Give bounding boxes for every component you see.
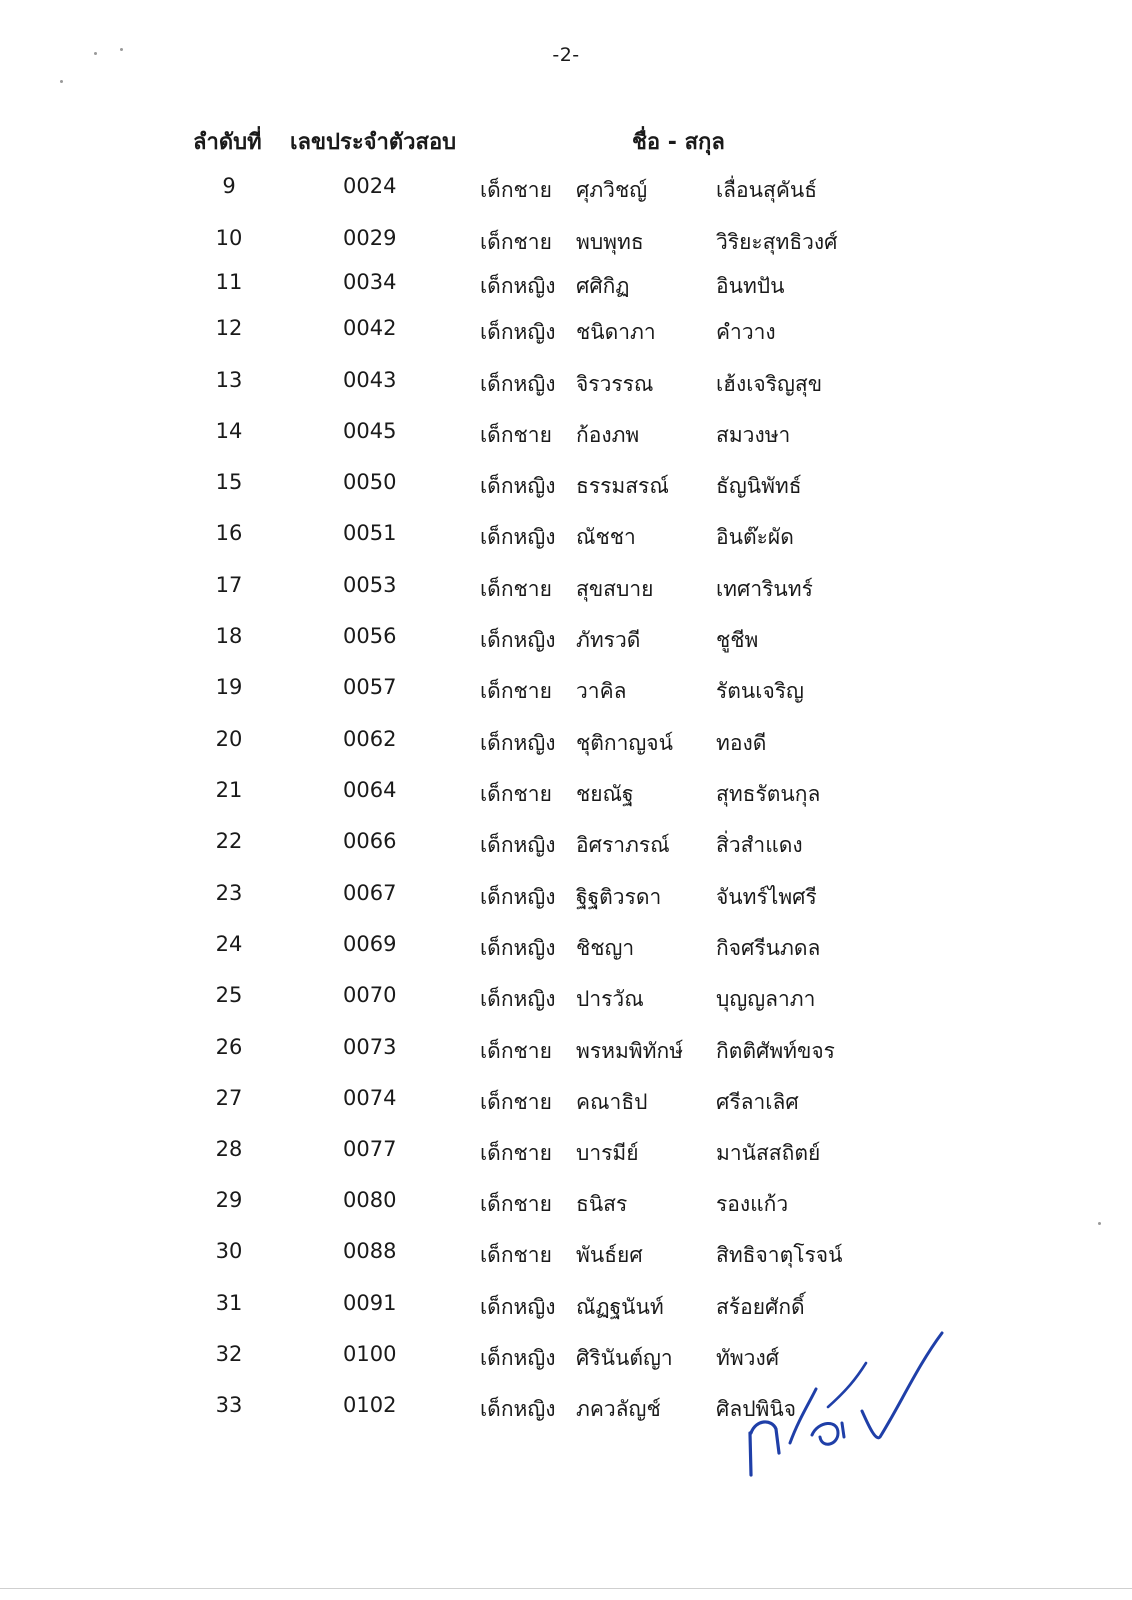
row-first-name: ชนิดาภา [576,320,656,344]
row-first-name: ฐิฐติวรดา [576,885,662,909]
row-prefix: เด็กชาย [480,178,552,202]
row-order: 23 [215,881,243,905]
row-first-name: พรหมพิทักษ์ [576,1039,684,1063]
table-row [0,1393,1132,1433]
row-order: 27 [215,1086,243,1110]
header-name: ชื่อ - สกุล [632,130,725,155]
row-order: 22 [215,829,243,853]
row-last-name: รองแก้ว [716,1192,789,1216]
row-prefix: เด็กชาย [480,1090,552,1114]
row-order: 29 [215,1188,243,1212]
row-prefix: เด็กหญิง [480,1295,556,1319]
row-prefix: เด็กหญิง [480,372,556,396]
row-last-name: เฮ้งเจริญสุข [716,372,823,396]
table-row [0,983,1132,1023]
row-last-name: อินต๊ะผัด [716,525,794,549]
row-order: 13 [215,368,243,392]
row-first-name: ปารวัณ [576,987,644,1011]
row-last-name: วิริยะสุทธิวงศ์ [716,230,838,254]
row-last-name: คำวาง [716,320,776,344]
row-prefix: เด็กหญิง [480,1397,556,1421]
row-prefix: เด็กชาย [480,1243,552,1267]
table-row [0,829,1132,869]
row-order: 24 [215,932,243,956]
table-row [0,1188,1132,1228]
row-prefix: เด็กชาย [480,679,552,703]
row-exam-id: 0034 [343,270,397,294]
row-first-name: พบพุทธ [576,230,644,254]
row-prefix: เด็กชาย [480,1141,552,1165]
row-first-name: บารมีย์ [576,1141,639,1165]
table-row [0,1239,1132,1279]
row-exam-id: 0067 [343,881,397,905]
table-row [0,573,1132,613]
row-first-name: วาคิล [576,679,627,703]
row-order: 26 [215,1035,243,1059]
row-first-name: ชุติกาญจน์ [576,731,673,755]
row-exam-id: 0056 [343,624,397,648]
row-last-name: สิทธิจาตุโรจน์ [716,1243,843,1267]
table-row [0,368,1132,408]
table-row [0,270,1132,310]
scan-speck [94,52,97,55]
table-row [0,1086,1132,1126]
table-row [0,624,1132,664]
row-first-name: ภัทรวดี [576,628,641,652]
scan-speck [120,48,123,51]
row-last-name: จันทร์ไพศรี [716,885,817,909]
row-last-name: ศรีลาเลิศ [716,1090,799,1114]
row-first-name: ชยณัฐ [576,782,634,806]
page-number: -2- [552,44,580,66]
row-exam-id: 0051 [343,521,397,545]
row-prefix: เด็กหญิง [480,936,556,960]
row-exam-id: 0069 [343,932,397,956]
row-last-name: ทัพวงศ์ [716,1346,780,1370]
row-prefix: เด็กชาย [480,423,552,447]
row-order: 25 [215,983,243,1007]
row-order: 11 [215,270,243,294]
row-last-name: สิ่วสำแดง [716,833,803,857]
row-order: 32 [215,1342,243,1366]
row-first-name: ศิรินันต์ญา [576,1346,673,1370]
row-order: 17 [215,573,243,597]
row-first-name: ก้องภพ [576,423,640,447]
row-last-name: บุญญลาภา [716,987,816,1011]
table-row [0,470,1132,510]
table-row [0,1035,1132,1075]
table-row [0,727,1132,767]
table-row [0,1342,1132,1382]
row-exam-id: 0066 [343,829,397,853]
row-first-name: ธนิสร [576,1192,628,1216]
row-first-name: ศศิกิฏ [576,274,630,298]
row-prefix: เด็กหญิง [480,885,556,909]
table-row [0,521,1132,561]
row-first-name: พันธ์ยศ [576,1243,643,1267]
table-row [0,316,1132,356]
signature [742,1325,952,1505]
row-exam-id: 0074 [343,1086,397,1110]
table-row [0,881,1132,921]
header-exam-id: เลขประจำตัวสอบ [290,130,457,155]
row-exam-id: 0042 [343,316,397,340]
row-prefix: เด็กหญิง [480,628,556,652]
table-row [0,778,1132,818]
row-order: 31 [215,1291,243,1315]
row-exam-id: 0024 [343,174,397,198]
row-last-name: สมวงษา [716,423,791,447]
row-first-name: ภควลัญช์ [576,1397,661,1421]
row-order: 16 [215,521,243,545]
row-first-name: สุขสบาย [576,577,654,601]
row-first-name: ณัชชา [576,525,636,549]
table-row [0,932,1132,972]
row-exam-id: 0100 [343,1342,397,1366]
row-order: 12 [215,316,243,340]
row-prefix: เด็กหญิง [480,320,556,344]
row-last-name: เทศารินทร์ [716,577,813,601]
row-exam-id: 0080 [343,1188,397,1212]
row-prefix: เด็กหญิง [480,833,556,857]
scan-speck [1098,1222,1101,1225]
row-prefix: เด็กชาย [480,782,552,806]
row-last-name: สุทธรัตนกุล [716,782,821,806]
row-last-name: สร้อยศักดิ์ [716,1295,805,1319]
row-prefix: เด็กชาย [480,230,552,254]
row-order: 18 [215,624,243,648]
row-exam-id: 0029 [343,226,397,250]
table-row [0,174,1132,214]
row-first-name: อิศราภรณ์ [576,833,670,857]
row-first-name: คณาธิป [576,1090,648,1114]
row-last-name: รัตนเจริญ [716,679,804,703]
row-first-name: ณัฏฐนันท์ [576,1295,664,1319]
row-exam-id: 0102 [343,1393,397,1417]
row-order: 20 [215,727,243,751]
table-row [0,1137,1132,1177]
row-order: 9 [222,174,236,198]
header-order: ลำดับที่ [193,130,262,155]
table-row [0,1291,1132,1331]
row-last-name: กิตติศัพท์ขจร [716,1039,835,1063]
row-order: 21 [215,778,243,802]
row-exam-id: 0062 [343,727,397,751]
row-exam-id: 0057 [343,675,397,699]
row-last-name: เลื่อนสุคันธ์ [716,178,818,202]
scan-speck [60,80,63,83]
row-exam-id: 0045 [343,419,397,443]
row-order: 15 [215,470,243,494]
row-exam-id: 0091 [343,1291,397,1315]
table-row [0,419,1132,459]
row-last-name: มานัสสถิตย์ [716,1141,821,1165]
row-last-name: ศิลปพินิจ [716,1397,797,1421]
row-first-name: ศุภวิชญ์ [576,178,648,202]
row-last-name: กิจศรีนภดล [716,936,821,960]
row-prefix: เด็กชาย [480,1039,552,1063]
row-prefix: เด็กหญิง [480,474,556,498]
row-order: 19 [215,675,243,699]
row-prefix: เด็กชาย [480,1192,552,1216]
row-prefix: เด็กหญิง [480,731,556,755]
row-last-name: ธัญนิพัทธ์ [716,474,802,498]
page-edge [0,1588,1132,1589]
row-first-name: จิรวรรณ [576,372,654,396]
row-prefix: เด็กชาย [480,577,552,601]
row-order: 30 [215,1239,243,1263]
row-exam-id: 0073 [343,1035,397,1059]
table-row [0,675,1132,715]
row-exam-id: 0050 [343,470,397,494]
row-last-name: ทองดี [716,731,767,755]
row-exam-id: 0088 [343,1239,397,1263]
row-order: 33 [215,1393,243,1417]
row-order: 28 [215,1137,243,1161]
row-first-name: ธรรมสรณ์ [576,474,669,498]
row-last-name: ชูชีพ [716,628,759,652]
row-order: 14 [215,419,243,443]
row-prefix: เด็กหญิง [480,525,556,549]
row-first-name: ชิชญา [576,936,635,960]
row-exam-id: 0064 [343,778,397,802]
row-order: 10 [215,226,243,250]
row-exam-id: 0053 [343,573,397,597]
row-exam-id: 0070 [343,983,397,1007]
row-prefix: เด็กหญิง [480,274,556,298]
row-last-name: อินทปัน [716,274,785,298]
table-row [0,226,1132,266]
row-prefix: เด็กหญิง [480,1346,556,1370]
row-exam-id: 0077 [343,1137,397,1161]
row-prefix: เด็กหญิง [480,987,556,1011]
row-exam-id: 0043 [343,368,397,392]
